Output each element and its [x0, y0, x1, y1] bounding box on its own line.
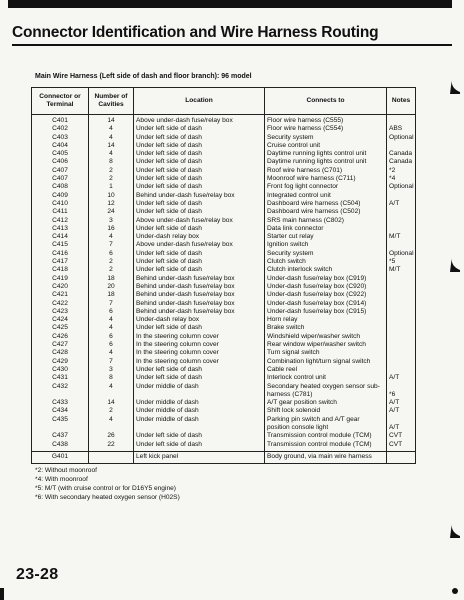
cell-notes [387, 308, 416, 316]
cell-connects-to: Under-dash fuse/relay box (C915) [265, 308, 387, 316]
cell-location: Under left side of dash [134, 324, 265, 332]
cell-location: In the steering column cover [134, 358, 265, 366]
corner-mark [0, 588, 4, 600]
cell-connects-to: Daytime running lights control unit [265, 150, 387, 158]
table-row [32, 366, 416, 374]
cell-location: Under left side of dash [134, 158, 265, 166]
cell-location: Under left side of dash [134, 208, 265, 216]
cell-notes [387, 349, 416, 357]
footnote: *4: With moonroof [35, 476, 88, 483]
table-row [32, 399, 416, 407]
cell-connects-to: Transmission control module (TCM) [265, 441, 387, 452]
cell-location: Above under-dash fuse/relay box [134, 115, 265, 126]
cell-notes: A/T [387, 424, 416, 432]
cell-connector: C424 [32, 316, 89, 324]
cell-connector: C425 [32, 324, 89, 332]
cell-location: Above under-dash fuse/relay box [134, 217, 265, 225]
cell-cavities [89, 424, 134, 432]
table-row [32, 283, 416, 291]
cell-cavities: 4 [89, 125, 134, 133]
cell-location: Behind under-dash fuse/relay box [134, 300, 265, 308]
cell-notes [387, 142, 416, 150]
cell-connector: C401 [32, 115, 89, 126]
cell-notes: A/T [387, 374, 416, 382]
cell-cavities: 2 [89, 167, 134, 175]
cell-notes [387, 451, 416, 463]
table-row [32, 300, 416, 308]
table-row-ground [32, 451, 416, 463]
table-row [32, 266, 416, 274]
table-row [32, 183, 416, 191]
table-row [32, 115, 416, 126]
table-row [32, 349, 416, 357]
cell-notes [387, 291, 416, 299]
cell-connector: C423 [32, 308, 89, 316]
cell-location: In the steering column cover [134, 349, 265, 357]
cell-connector: C432 [32, 383, 89, 391]
cell-cavities: 4 [89, 416, 134, 424]
cell-connects-to: Integrated control unit [265, 192, 387, 200]
cell-location: Under left side of dash [134, 134, 265, 142]
table-row [32, 200, 416, 208]
cell-location: Under middle of dash [134, 407, 265, 415]
cell-connects-to: Parking pin switch and A/T gear [265, 416, 387, 424]
cell-connector: C426 [32, 333, 89, 341]
table-header-row [32, 88, 416, 115]
cell-location: Under left side of dash [134, 125, 265, 133]
cell-notes: *5 [387, 258, 416, 266]
cell-connects-to: Starter cut relay [265, 233, 387, 241]
cell-connects-to: harness (C781) [265, 391, 387, 399]
cell-cavities: 18 [89, 291, 134, 299]
cell-connects-to: Windshield wiper/washer switch [265, 333, 387, 341]
cell-connector: C404 [32, 142, 89, 150]
cell-location: In the steering column cover [134, 341, 265, 349]
top-bar [8, 0, 452, 8]
cell-cavities: 8 [89, 158, 134, 166]
cell-connector: C418 [32, 266, 89, 274]
cell-connects-to: Horn relay [265, 316, 387, 324]
cell-notes: Canada [387, 150, 416, 158]
table-row [32, 233, 416, 241]
cell-location: Under middle of dash [134, 383, 265, 391]
cell-cavities: 12 [89, 200, 134, 208]
cell-notes [387, 225, 416, 233]
cell-notes [387, 192, 416, 200]
cell-cavities: 14 [89, 399, 134, 407]
col-header-connector: Connector or Terminal [32, 88, 89, 115]
table-row [32, 208, 416, 216]
table-row [32, 316, 416, 324]
table-row [32, 308, 416, 316]
cell-connector: C413 [32, 225, 89, 233]
table-row [32, 291, 416, 299]
cell-cavities: 7 [89, 300, 134, 308]
cell-location: Under left side of dash [134, 441, 265, 452]
cell-notes [387, 316, 416, 324]
cell-cavities: 4 [89, 316, 134, 324]
cell-location: Under left side of dash [134, 258, 265, 266]
cell-cavities: 3 [89, 217, 134, 225]
cell-connects-to: Brake switch [265, 324, 387, 332]
footnote: *6: With secondary heated oxygen sensor (H02S) [35, 494, 180, 501]
cell-connector: C435 [32, 416, 89, 424]
cell-connects-to: Under-dash fuse/relay box (C914) [265, 300, 387, 308]
cell-connects-to: Dashboard wire harness (C502) [265, 208, 387, 216]
cell-cavities: 6 [89, 250, 134, 258]
cell-connector: C421 [32, 291, 89, 299]
cell-cavities: 4 [89, 233, 134, 241]
cell-connects-to: Cable reel [265, 366, 387, 374]
cell-notes [387, 241, 416, 249]
cell-location: Under middle of dash [134, 416, 265, 424]
cell-location [134, 424, 265, 432]
cell-notes: A/T [387, 407, 416, 415]
cell-connects-to: Daytime running lights control unit [265, 158, 387, 166]
cell-location: Behind under-dash fuse/relay box [134, 283, 265, 291]
cell-connector: C403 [32, 134, 89, 142]
cell-connects-to: Rear window wiper/washer switch [265, 341, 387, 349]
cell-connects-to: Dashboard wire harness (C504) [265, 200, 387, 208]
cell-notes: M/T [387, 233, 416, 241]
cell-location: Under-dash relay box [134, 316, 265, 324]
table-row [32, 175, 416, 183]
table-row [32, 192, 416, 200]
section-tab-marker [450, 256, 460, 272]
table-row [32, 142, 416, 150]
cell-notes [387, 283, 416, 291]
table-subtitle: Main Wire Harness (Left side of dash and floor branch): 96 model [35, 73, 252, 80]
cell-location: In the steering column cover [134, 333, 265, 341]
cell-notes: A/T [387, 200, 416, 208]
cell-connects-to: Body ground, via main wire harness [265, 451, 387, 463]
cell-notes [387, 208, 416, 216]
cell-connector: C411 [32, 208, 89, 216]
cell-cavities: 4 [89, 150, 134, 158]
cell-cavities: 4 [89, 324, 134, 332]
table-row [32, 125, 416, 133]
cell-connects-to: Floor wire harness (C554) [265, 125, 387, 133]
table-row [32, 158, 416, 166]
cell-cavities: 24 [89, 208, 134, 216]
cell-location: Under left side of dash [134, 225, 265, 233]
cell-connector: C428 [32, 349, 89, 357]
cell-location: Under left side of dash [134, 250, 265, 258]
table-row [32, 217, 416, 225]
table-row [32, 432, 416, 440]
cell-connector: C414 [32, 233, 89, 241]
cell-location: Under left side of dash [134, 266, 265, 274]
cell-connector: C422 [32, 300, 89, 308]
cell-cavities: 7 [89, 358, 134, 366]
cell-notes [387, 115, 416, 126]
cell-connects-to: Front fog light connector [265, 183, 387, 191]
cell-location: Under left side of dash [134, 200, 265, 208]
cell-connector: C405 [32, 150, 89, 158]
cell-cavities: 1 [89, 183, 134, 191]
table-row [32, 250, 416, 258]
corner-mark [452, 588, 458, 594]
cell-location: Under middle of dash [134, 399, 265, 407]
cell-notes: Optional [387, 134, 416, 142]
col-header-connects-to: Connects to [265, 88, 387, 115]
cell-connects-to: Floor wire harness (C555) [265, 115, 387, 126]
cell-cavities: 6 [89, 333, 134, 341]
cell-cavities [89, 391, 134, 399]
title-rule [12, 44, 452, 46]
cell-notes [387, 383, 416, 391]
cell-connects-to: Shift lock solenoid [265, 407, 387, 415]
cell-connects-to: Turn signal switch [265, 349, 387, 357]
cell-cavities: 3 [89, 366, 134, 374]
cell-connector: C438 [32, 441, 89, 452]
cell-cavities: 4 [89, 134, 134, 142]
cell-connector: C437 [32, 432, 89, 440]
footnote: *2: Without moonroof [35, 467, 97, 474]
cell-notes: *2 [387, 167, 416, 175]
cell-location: Under left side of dash [134, 374, 265, 382]
cell-connector: C419 [32, 275, 89, 283]
cell-cavities: 6 [89, 341, 134, 349]
table-row [32, 225, 416, 233]
cell-cavities: 4 [89, 349, 134, 357]
table-row [32, 275, 416, 283]
cell-location [134, 391, 265, 399]
table-row [32, 358, 416, 366]
cell-connector: C416 [32, 250, 89, 258]
cell-connector: C409 [32, 192, 89, 200]
cell-connects-to: Ignition switch [265, 241, 387, 249]
cell-cavities: 2 [89, 175, 134, 183]
table-row [32, 324, 416, 332]
cell-cavities: 14 [89, 142, 134, 150]
cell-connects-to: Interlock control unit [265, 374, 387, 382]
cell-connects-to: Clutch interlock switch [265, 266, 387, 274]
cell-notes [387, 333, 416, 341]
cell-location: Behind under-dash fuse/relay box [134, 275, 265, 283]
footnote: *5: M/T (with cruise control or for D16Y5 engine) [35, 485, 176, 492]
cell-notes: *4 [387, 175, 416, 183]
table-row [32, 407, 416, 415]
cell-connector: C430 [32, 366, 89, 374]
cell-location: Behind under-dash fuse/relay box [134, 291, 265, 299]
cell-connects-to: Security system [265, 250, 387, 258]
cell-connects-to: Clutch switch [265, 258, 387, 266]
cell-cavities: 2 [89, 266, 134, 274]
cell-connector: C406 [32, 158, 89, 166]
cell-cavities: 10 [89, 192, 134, 200]
cell-notes: M/T [387, 266, 416, 274]
cell-connects-to: A/T gear position switch [265, 399, 387, 407]
cell-location: Under left side of dash [134, 366, 265, 374]
cell-connector: C410 [32, 200, 89, 208]
cell-connector: C407 [32, 167, 89, 175]
table-row [32, 167, 416, 175]
page-title: Connector Identification and Wire Harness Routing [12, 24, 379, 41]
cell-connects-to: position console light [265, 424, 387, 432]
table-row [32, 134, 416, 142]
cell-cavities: 4 [89, 383, 134, 391]
cell-connector: G401 [32, 451, 89, 463]
cell-connector: C431 [32, 374, 89, 382]
cell-notes: CVT [387, 432, 416, 440]
cell-cavities: 22 [89, 441, 134, 452]
page-number: 23-28 [16, 566, 59, 583]
connector-table [31, 87, 416, 464]
cell-notes: CVT [387, 441, 416, 452]
cell-location: Under left side of dash [134, 175, 265, 183]
table-row [32, 424, 416, 432]
section-tab-marker [450, 522, 460, 538]
table-row [32, 416, 416, 424]
cell-notes [387, 275, 416, 283]
cell-connector [32, 424, 89, 432]
table-row [32, 441, 416, 452]
cell-connector: C402 [32, 125, 89, 133]
cell-notes [387, 300, 416, 308]
cell-connector: C420 [32, 283, 89, 291]
cell-cavities: 26 [89, 432, 134, 440]
cell-connector: C433 [32, 399, 89, 407]
cell-location: Behind under-dash fuse/relay box [134, 192, 265, 200]
cell-location: Above under-dash fuse/relay box [134, 241, 265, 249]
cell-connector: C415 [32, 241, 89, 249]
cell-cavities: 2 [89, 407, 134, 415]
table-row [32, 383, 416, 391]
cell-connects-to: Moonroof wire harness (C711) [265, 175, 387, 183]
table-row [32, 341, 416, 349]
section-tab-marker [450, 78, 460, 94]
cell-connector: C429 [32, 358, 89, 366]
cell-connects-to: Secondary heated oxygen sensor sub- [265, 383, 387, 391]
col-header-cavities: Number of Cavities [89, 88, 134, 115]
cell-connects-to: Under-dash fuse/relay box (C922) [265, 291, 387, 299]
cell-connector: C407 [32, 175, 89, 183]
cell-connector: C434 [32, 407, 89, 415]
cell-connector: C408 [32, 183, 89, 191]
cell-notes [387, 366, 416, 374]
cell-notes [387, 324, 416, 332]
cell-location: Under-dash relay box [134, 233, 265, 241]
cell-cavities: 7 [89, 241, 134, 249]
cell-notes: Optional [387, 250, 416, 258]
cell-location: Under left side of dash [134, 432, 265, 440]
cell-cavities: 14 [89, 115, 134, 126]
cell-cavities: 18 [89, 275, 134, 283]
table-row [32, 374, 416, 382]
cell-notes [387, 358, 416, 366]
cell-notes: *6 [387, 391, 416, 399]
cell-cavities [89, 451, 134, 463]
cell-connects-to: Under-dash fuse/relay box (C920) [265, 283, 387, 291]
cell-connector: C427 [32, 341, 89, 349]
col-header-notes: Notes [387, 88, 416, 115]
cell-connects-to: Combination light/turn signal switch [265, 358, 387, 366]
cell-notes: Optional [387, 183, 416, 191]
table-row [32, 241, 416, 249]
cell-connects-to: Security system [265, 134, 387, 142]
cell-connects-to: Cruise control unit [265, 142, 387, 150]
cell-location: Left kick panel [134, 451, 265, 463]
cell-notes [387, 217, 416, 225]
table-row [32, 333, 416, 341]
table-row [32, 391, 416, 399]
cell-location: Under left side of dash [134, 150, 265, 158]
cell-cavities: 2 [89, 258, 134, 266]
cell-cavities: 20 [89, 283, 134, 291]
cell-notes [387, 416, 416, 424]
table-row [32, 150, 416, 158]
cell-location: Under left side of dash [134, 142, 265, 150]
cell-connects-to: SRS main harness (C802) [265, 217, 387, 225]
cell-connector [32, 391, 89, 399]
cell-location: Under left side of dash [134, 183, 265, 191]
cell-connects-to: Transmission control module (TCM) [265, 432, 387, 440]
cell-cavities: 16 [89, 225, 134, 233]
cell-connector: C417 [32, 258, 89, 266]
cell-location: Under left side of dash [134, 167, 265, 175]
cell-connector: C412 [32, 217, 89, 225]
cell-connects-to: Data link connector [265, 225, 387, 233]
cell-cavities: 8 [89, 374, 134, 382]
cell-connects-to: Roof wire harness (C701) [265, 167, 387, 175]
cell-notes [387, 341, 416, 349]
cell-cavities: 6 [89, 308, 134, 316]
cell-notes: A/T [387, 399, 416, 407]
table-row [32, 258, 416, 266]
col-header-location: Location [134, 88, 265, 115]
cell-notes: Canada [387, 158, 416, 166]
cell-connects-to: Under-dash fuse/relay box (C919) [265, 275, 387, 283]
cell-notes: ABS [387, 125, 416, 133]
footnotes [35, 466, 180, 502]
cell-location: Behind under-dash fuse/relay box [134, 308, 265, 316]
table-body [32, 115, 416, 452]
